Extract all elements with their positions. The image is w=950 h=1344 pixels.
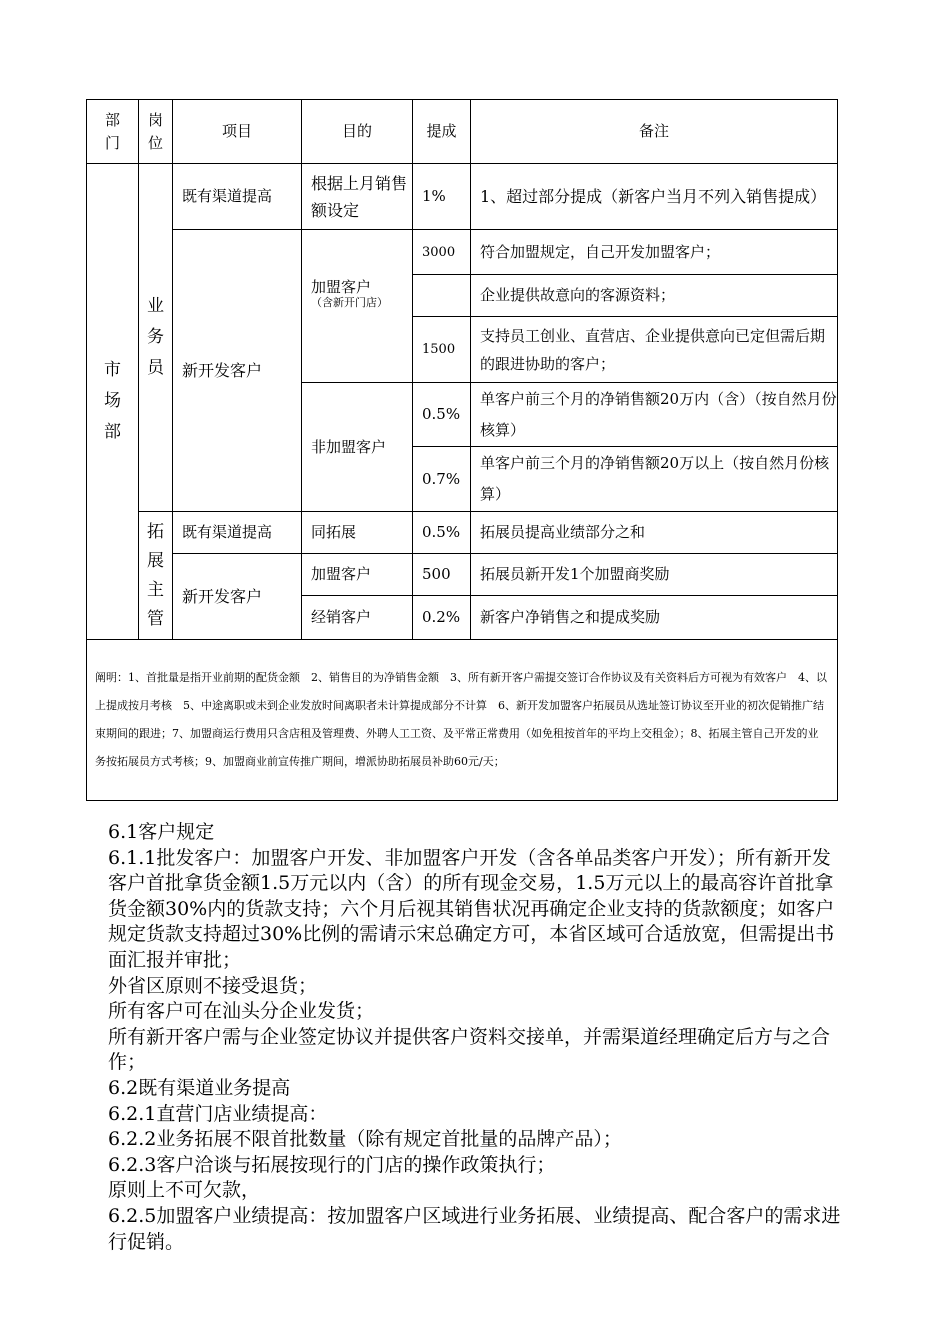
cell-commission: 1%	[413, 164, 471, 230]
cell-remark: 企业提供故意向的客源资料；	[471, 275, 838, 317]
cell-remark: 单客户前三个月的净销售额20万内（含）（按自然月份核算）	[471, 383, 838, 447]
cell-item: 新开发客户	[173, 554, 302, 640]
paragraph: 6.1客户规定	[108, 821, 215, 843]
post-sales: 业 务 员	[139, 164, 173, 512]
paragraph: 所有新开客户需与企业签定协议并提供客户资料交接单，并需渠道经理确定后方与之合作；	[108, 1025, 831, 1074]
table-row	[87, 230, 838, 275]
header-dept: 部 门	[87, 100, 139, 164]
cell-remark: 新客户净销售之和提成奖励	[471, 596, 838, 640]
cell-commission: 3000	[413, 230, 471, 275]
header-commission: 提成	[413, 100, 471, 164]
paragraph: 6.1.1批发客户：加盟客户开发、非加盟客户开发（含各单品类客户开发）；所有新开发客户首批拿货金额1.5万元以内（含）的所有现金交易，1.5万元以上的最高容许首批拿货金额30%内的货款支持；六个月后视其销售状况再确定企业支持的货款额度；如客户规定货款支持超过30%比例的需请示宋总确定方可，本省区域可合适放宽，但需提出书面汇报并审批；	[108, 846, 835, 971]
cell-goal: 同拓展	[302, 512, 413, 554]
paragraph: 6.2.2业务拓展不限首批数量（除有规定首批量的品牌产品）；	[108, 1128, 622, 1151]
header-post: 岗 位	[139, 100, 173, 164]
body-text	[108, 820, 848, 1255]
paragraph: 6.2.5加盟客户业绩提高：按加盟客户区域进行业务拓展、业绩提高、配合客户的需求进行促销。	[108, 1204, 841, 1253]
paragraph: 6.2.1直营门店业绩提高：	[108, 1102, 328, 1125]
paragraph: 原则上不可欠款，	[108, 1179, 261, 1202]
paragraph: 6.2.3客户洽谈与拓展按现行的门店的操作政策执行；	[108, 1153, 556, 1176]
cell-remark: 拓展员新开发1个加盟商奖励	[471, 554, 838, 596]
table-row	[87, 554, 838, 596]
table-row	[87, 164, 838, 230]
cell-commission: 0.2%	[413, 596, 471, 640]
cell-commission: 500	[413, 554, 471, 596]
cell-commission-empty	[413, 275, 471, 317]
dept-market: 市 场 部	[87, 164, 139, 640]
cell-commission: 0.5%	[413, 512, 471, 554]
table-note-row	[87, 640, 838, 801]
cell-item: 既有渠道提高	[173, 512, 302, 554]
paragraph: 外省区原则不接受退货；	[108, 974, 318, 997]
cell-goal: 加盟客户 （含新开门店）	[302, 230, 413, 383]
cell-remark: 拓展员提高业绩部分之和	[471, 512, 838, 554]
cell-commission: 1500	[413, 317, 471, 383]
cell-item: 既有渠道提高	[173, 164, 302, 230]
cell-goal: 加盟客户	[302, 554, 413, 596]
cell-goal: 经销客户	[302, 596, 413, 640]
table-header-row	[87, 100, 838, 164]
cell-remark: 支持员工创业、直营店、企业提供意向已定但需后期的跟进协助的客户；	[471, 317, 838, 383]
paragraph: 6.2既有渠道业务提高	[108, 1076, 291, 1099]
cell-commission: 0.7%	[413, 447, 471, 512]
header-remark: 备注	[471, 100, 838, 164]
table-note: 阐明：1、首批量是指开业前期的配货金额 2、销售目的为净销售金额 3、所有新开客户需提交签订合作协议及有关资料后方可视为有效客户 4、以上提成按月考核 5、中途离职或未到企业发放时间离职者未计算提成部分不计算 6、新开发加盟客户拓展员从选址签订协议至开业的初次促销推广结束期间的跟进；7、加盟商运行费用只含店租及管理费、外聘人工工资、及平常正常费用（如免租按首年的平均上交租金）；8、拓展主管自己开发的业务按拓展员方式考核；9、加盟商业前宣传推广期间，增派协助拓展员补助60元/天；	[87, 640, 838, 801]
cell-commission: 0.5%	[413, 383, 471, 447]
cell-remark: 单客户前三个月的净销售额20万以上（按自然月份核算）	[471, 447, 838, 512]
cell-remark: 1、超过部分提成（新客户当月不列入销售提成）	[471, 164, 838, 230]
cell-goal: 非加盟客户	[302, 383, 413, 512]
commission-table	[86, 99, 838, 801]
post-supervisor: 拓 展 主 管	[139, 512, 173, 640]
cell-item: 新开发客户	[173, 230, 302, 512]
paragraph: 所有客户可在汕头分企业发货；	[108, 1000, 375, 1023]
header-item: 项目	[173, 100, 302, 164]
table-row	[87, 512, 838, 554]
cell-remark: 符合加盟规定，自己开发加盟客户；	[471, 230, 838, 275]
cell-goal: 根据上月销售额设定	[302, 164, 413, 230]
header-goal: 目的	[302, 100, 413, 164]
